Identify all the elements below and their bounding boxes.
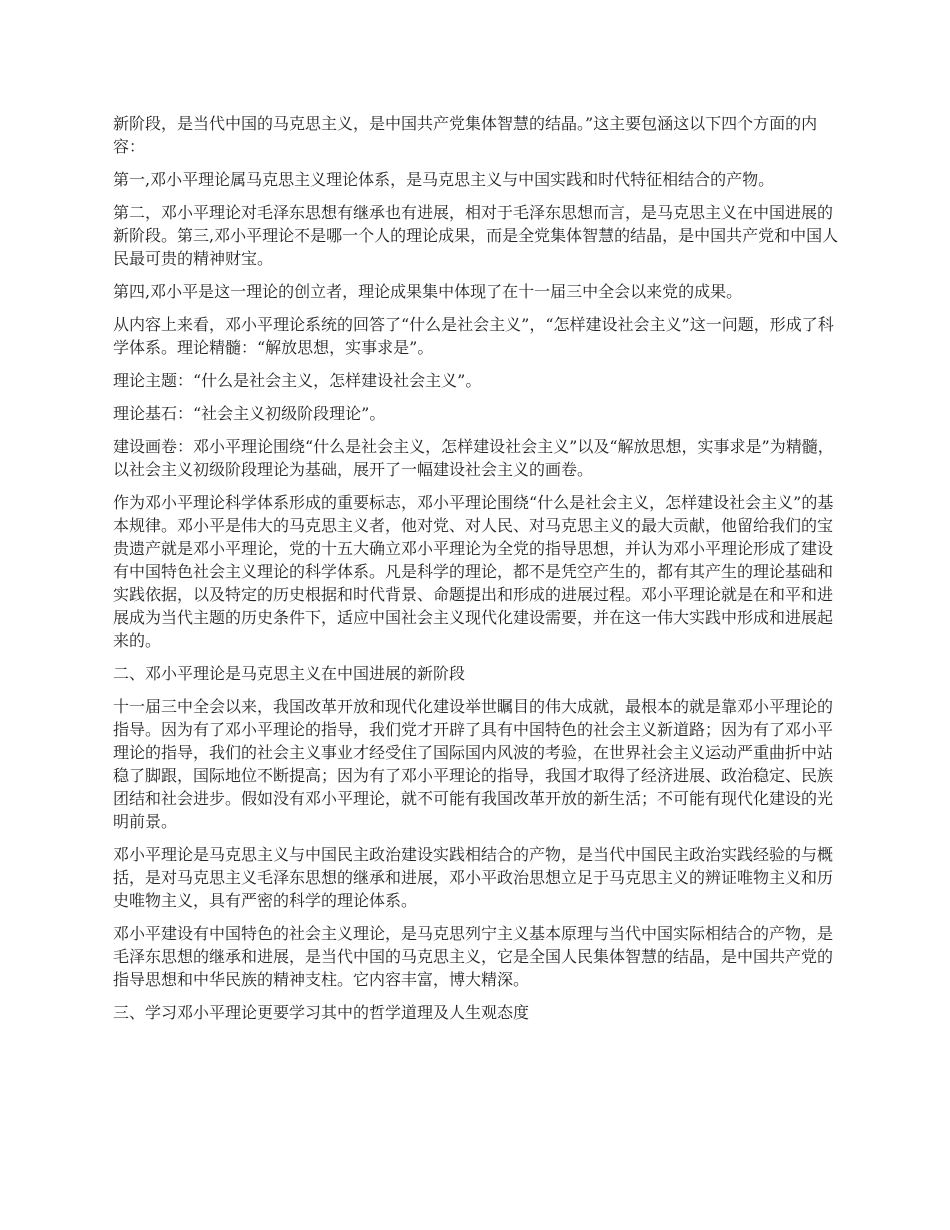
paragraph-intro-continuation: 新阶段，是当代中国的马克思主义，是中国共产党集体智慧的结晶。”这主要包涵这以下四个方面的内容：: [113, 114, 818, 156]
paragraph-reform-achievements: 十一届三中全会以来，我国改革开放和现代化建设举世瞩目的伟大成就，最根本的就是靠邓小平理论的指导。因为有了邓小平理论的指导，我们党才开辟了具有中国特色的社会主义新道路；因为有了邓小平理论的指导，我们的社会主义事业才经受住了国际国内风波的考验，在世界社会主义运动严重曲折中站稳了脚跟，国际地位不断提高；因为有了邓小平理论的指导，我国才取得了经济进展、政治稳定、民族团结和社会进步。假如没有邓小平理论，就不可能有我国改革开放的新生活；不可能有现代化建设的光明前景。: [113, 697, 834, 831]
section-heading-three: 三、学习邓小平理论更要学习其中的哲学道理及人生观态度: [113, 1003, 530, 1022]
paragraph-point-one: 第一,邓小平理论属马克思主义理论体系，是马克思主义与中国实践和时代特征相结合的产物。: [113, 170, 775, 189]
paragraph-theory-theme: 理论主题：“什么是社会主义，怎样建设社会主义”。: [113, 371, 482, 390]
paragraph-content-overview: 从内容上来看，邓小平理论系统的回答了“什么是社会主义”，“怎样建设社会主义”这一问题，形成了科学体系。理论精髓：“解放思想，实事求是”。: [113, 315, 834, 357]
paragraph-construction-blueprint: 建设画卷：邓小平理论围绕“什么是社会主义，怎样建设社会主义”以及“解放思想，实事求是”为精髓，以社会主义初级阶段理论为基础，展开了一幅建设社会主义的画卷。: [113, 437, 834, 479]
paragraph-scientific-system: 作为邓小平理论科学体系形成的重要标志，邓小平理论围绕“什么是社会主义，怎样建设社会主义”的基本规律。邓小平是伟大的马克思主义者，他对党、对人民、对马克思主义的最大贡献，他留给我们的宝贵遗产就是邓小平理论，党的十五大确立邓小平理论为全党的指导思想，并认为邓小平理论形成了建设有中国特色社会主义理论的科学体系。凡是科学的理论，都不是凭空产生的，都有其产生的理论基础和实践依据，以及特定的历史根据和时代背景、命题提出和形成的进展过程。邓小平理论就是在和平和进展成为当代主题的历史条件下，适应中国社会主义现代化建设需要，并在这一伟大实践中形成和进展起来的。: [113, 493, 834, 650]
section-heading-two: 二、邓小平理论是马克思主义在中国进展的新阶段: [113, 664, 466, 683]
paragraph-point-four: 第四,邓小平是这一理论的创立者，理论成果集中体现了在十一届三中全会以来党的成果。: [113, 282, 743, 301]
paragraph-democratic-politics: 邓小平理论是马克思主义与中国民主政治建设实践相结合的产物，是当代中国民主政治实践经验的与概括，是对马克思主义毛泽东思想的继承和进展，邓小平政治思想立足于马克思主义的辨证唯物主义和历史唯物主义，具有严密的科学的理论体系。: [113, 845, 834, 910]
document-page: [113, 112, 841, 1034]
paragraph-point-two-three: 第二，邓小平理论对毛泽东思想有继承也有进展，相对于毛泽东思想而言，是马克思主义在中国进展的新阶段。第三,邓小平理论不是哪一个人的理论成果，而是全党集体智慧的结晶，是中国共产党和中国人民最可贵的精神财宝。: [113, 203, 839, 268]
paragraph-theory-foundation: 理论基石：“社会主义初级阶段理论”。: [113, 404, 386, 423]
paragraph-chinese-socialism: 邓小平建设有中国特色的社会主义理论，是马克思列宁主义基本原理与当代中国实际相结合的产物，是毛泽东思想的继承和进展，是当代中国的马克思主义，它是全国人民集体智慧的结晶，是中国共产党的指导思想和中华民族的精神支柱。它内容丰富，博大精深。: [113, 924, 834, 989]
